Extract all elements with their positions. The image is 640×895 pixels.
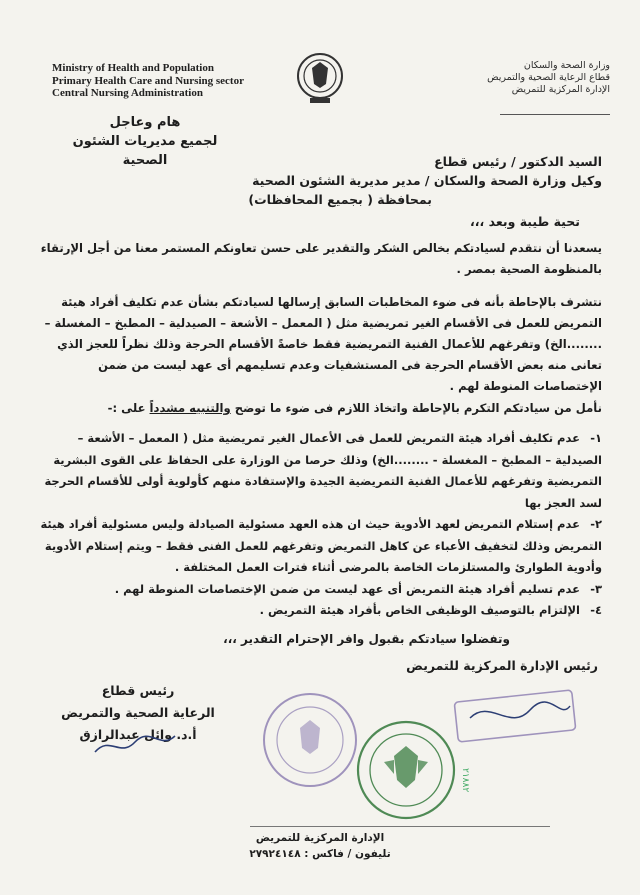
list-item <box>32 514 602 579</box>
footer <box>200 830 440 862</box>
header-ar-line: الإدارة المركزية للتمريض <box>511 84 610 95</box>
list-item-text: عدم تسليم أفراد هيئة التمريض أى عهد ليست من ضمن الإختصاصات المنوطة لهم . <box>114 581 580 596</box>
request-emphasis: والتنبيه مشدداً <box>149 401 231 415</box>
rectangular-stamp-icon <box>450 688 580 748</box>
reference-number: ٢١٨٨٢ <box>460 768 470 793</box>
urgent-line: هام وعاجل <box>109 115 181 130</box>
request-text-end: على :- <box>107 401 150 415</box>
header-arabic <box>380 60 610 115</box>
header-ar-line: وزارة الصحة والسكان <box>523 60 610 71</box>
list-item-number: ٢- <box>590 517 602 531</box>
footer-divider <box>250 826 550 827</box>
address-line: السيد الدكتور / رئيس قطاع <box>434 154 602 169</box>
instructions-list <box>32 428 602 622</box>
paragraph-background: نتشرف بالإحاطة بأنه فى ضوء المخاطبات السابق إرسالها لسيادتكم بشأن عدم تكليف أفراد هيئة التمريض للعمل فى الأقسام الغير تمريضية مثل ( المعمل – الأشعة – الصيدلية – المطبخ – المغسلة – ........الخ) وتفرغهم للأعمال الفنية التمريضية فقط خاصةً الأقسام الحرجة وذلك نظراً للعجز الذي تعانى منه بعض الأقسام الحرجة فى المستشفيات وعدم تسليمهم أى عهد ليست من ضمن الإختصاصات المنوطة لهم . <box>44 295 602 393</box>
handwritten-signature-icon <box>90 730 180 760</box>
list-item <box>32 428 602 514</box>
list-item <box>32 579 602 601</box>
footer-phone: تليفون / فاكس : ٢٧٩٢٤١٤٨ <box>249 848 391 860</box>
closing-line: وتفضلوا سيادتكم بقبول وافر الإحترام التقدير ،،، <box>223 632 510 646</box>
header-english <box>52 62 302 100</box>
list-item <box>32 600 602 622</box>
list-item-number: ٤- <box>590 603 602 617</box>
paragraph-request <box>34 398 602 419</box>
list-item-text: الإلتزام بالتوصيف الوظيفى الخاص بأفراد هيئة التمريض . <box>259 603 580 617</box>
address-line: بمحافظة ( بجميع المحافظات) <box>248 192 432 207</box>
list-item-number: ١- <box>590 431 602 445</box>
signature-central-admin: رئيس الإدارة المركزية للتمريض <box>406 658 598 673</box>
header-ar-line: قطاع الرعاية الصحية والتمريض <box>487 72 610 83</box>
header-en-line: Ministry of Health and Population <box>52 62 214 74</box>
address-line: وكيل وزارة الصحة والسكان / مدير مديرية الشئون الصحية <box>252 173 602 188</box>
greeting: تحية طيبة وبعد ،،، <box>470 214 580 229</box>
footer-org: الإدارة المركزية للتمريض <box>255 832 385 844</box>
request-text: نأمل من سيادتكم التكرم بالإحاطة واتخاذ اللازم فى ضوء ما توضح <box>230 401 602 415</box>
list-item-text: عدم تكليف أفراد هيئة التمريض للعمل فى الأعمال الغير تمريضية مثل ( المعمل – الأشعة – الصيدلية – المطبخ – المغسلة - ........الخ) وذلك حرصا من الوزارة على الحفاظ على القوى البشرية التمريضية وتفرغهم للأعمال الفنية التمريضية الجيدة والإستفادة منهم كأولوية أولى للأقسام الحرجة لسد العجز بها <box>44 431 602 510</box>
list-item-number: ٣- <box>590 581 602 596</box>
eagle-seal-stamp-icon <box>352 716 460 824</box>
paragraph-thanks: يسعدنا أن نتقدم لسيادتكم بخالص الشكر والتقدير على حسن تعاونكم المستمر معنا من أجل الإرتقاء بالمنظومة الصحية بمصر . <box>40 241 602 276</box>
header-en-line: Primary Health Care and Nursing sector <box>52 74 244 87</box>
recipients-line: لجميع مديريات الشئون الصحية <box>72 134 218 168</box>
signature-name: أ.د. وائل عبدالرازق <box>79 727 197 742</box>
header-divider <box>500 100 610 115</box>
list-item-text: عدم إستلام التمريض لعهد الأدوية حيث ان هذه العهد مسئولية الصيادلة وليس مسئولية أفراد هيئة التمريض وذلك لتخفيف الأعباء عن كاهل التمريض وتفرغهم للعمل الفنى فقط – ويتم إستلام الأدوية وأدوية الطوارئ والمستلزمات الخاصة بالمرضى أثناء فترات العمل المختلفة . <box>40 517 602 574</box>
signature-title: رئيس قطاع <box>101 683 175 698</box>
ministry-logo-icon <box>290 50 350 106</box>
address-block <box>42 152 602 209</box>
round-stamp-icon <box>258 688 363 793</box>
signature-title: الرعاية الصحية والتمريض <box>61 705 215 720</box>
header-en-line: Central Nursing Administration <box>52 87 203 99</box>
